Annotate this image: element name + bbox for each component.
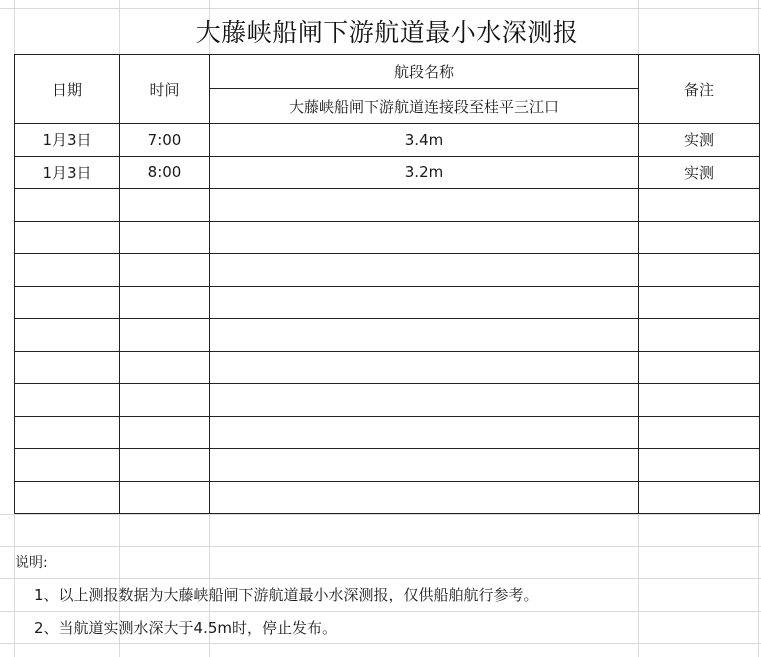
- cell-remark[interactable]: [639, 449, 760, 482]
- cell-remark[interactable]: [639, 286, 760, 319]
- cell-depth[interactable]: [210, 286, 639, 319]
- cell-time[interactable]: [120, 319, 210, 352]
- grid-line: [0, 611, 761, 612]
- header-section-name[interactable]: 航段名称: [210, 55, 639, 89]
- cell-date[interactable]: [15, 449, 120, 482]
- header-section-value[interactable]: 大藤峡船闸下游航道连接段至桂平三江口: [210, 89, 639, 124]
- cell-time[interactable]: [120, 286, 210, 319]
- cell-time[interactable]: [120, 221, 210, 254]
- table-row: [15, 254, 760, 287]
- cell-remark[interactable]: [639, 221, 760, 254]
- cell-date[interactable]: [15, 384, 120, 417]
- table-row: [15, 416, 760, 449]
- cell-remark[interactable]: [639, 254, 760, 287]
- grid-line: [0, 546, 761, 547]
- cell-date[interactable]: [15, 481, 120, 514]
- note-item-2[interactable]: 2、当航道实测水深大于4.5m时，停止发布。: [34, 619, 338, 637]
- cell-time[interactable]: [120, 449, 210, 482]
- table-row: [15, 384, 760, 417]
- grid-line: [0, 578, 761, 579]
- cell-date[interactable]: [15, 254, 120, 287]
- cell-time[interactable]: 8:00: [120, 156, 210, 189]
- cell-depth[interactable]: [210, 481, 639, 514]
- cell-date[interactable]: [15, 416, 120, 449]
- report-title[interactable]: 大藤峡船闸下游航道最小水深测报: [195, 18, 579, 47]
- cell-time[interactable]: [120, 481, 210, 514]
- grid-line: [0, 514, 761, 515]
- header-remark[interactable]: 备注: [639, 55, 760, 124]
- table-row: [15, 189, 760, 222]
- cell-remark[interactable]: [639, 319, 760, 352]
- cell-depth[interactable]: 3.4m: [210, 124, 639, 157]
- cell-remark[interactable]: 实测: [639, 124, 760, 157]
- cell-depth[interactable]: [210, 384, 639, 417]
- grid-line: [0, 643, 761, 644]
- cell-depth[interactable]: [210, 449, 639, 482]
- cell-depth[interactable]: 3.2m: [210, 156, 639, 189]
- cell-time[interactable]: [120, 189, 210, 222]
- cell-date[interactable]: 1月3日: [15, 124, 120, 157]
- cell-remark[interactable]: [639, 189, 760, 222]
- table-row: [15, 286, 760, 319]
- cell-depth[interactable]: [210, 221, 639, 254]
- table-row: [15, 124, 760, 157]
- table-row: [15, 221, 760, 254]
- notes-label[interactable]: 说明:: [15, 555, 48, 571]
- cell-time[interactable]: [120, 254, 210, 287]
- cell-depth[interactable]: [210, 416, 639, 449]
- table-row: [15, 481, 760, 514]
- cell-remark[interactable]: [639, 481, 760, 514]
- cell-remark[interactable]: [639, 384, 760, 417]
- cell-time[interactable]: [120, 384, 210, 417]
- table-row: [15, 319, 760, 352]
- table-row: [15, 351, 760, 384]
- cell-depth[interactable]: [210, 319, 639, 352]
- table-row: [15, 449, 760, 482]
- cell-time[interactable]: [120, 416, 210, 449]
- cell-date[interactable]: [15, 351, 120, 384]
- cell-date[interactable]: [15, 286, 120, 319]
- cell-depth[interactable]: [210, 351, 639, 384]
- cell-date[interactable]: [15, 189, 120, 222]
- cell-date[interactable]: 1月3日: [15, 156, 120, 189]
- cell-date[interactable]: [15, 221, 120, 254]
- cell-remark[interactable]: [639, 416, 760, 449]
- cell-time[interactable]: 7:00: [120, 124, 210, 157]
- table-row: [15, 156, 760, 189]
- water-depth-table: [14, 54, 760, 514]
- header-time[interactable]: 时间: [120, 55, 210, 124]
- note-item-1[interactable]: 1、以上测报数据为大藤峡船闸下游航道最小水深测报，仅供船舶航行参考。: [34, 586, 539, 604]
- cell-time[interactable]: [120, 351, 210, 384]
- cell-depth[interactable]: [210, 189, 639, 222]
- cell-depth[interactable]: [210, 254, 639, 287]
- cell-date[interactable]: [15, 319, 120, 352]
- cell-remark[interactable]: [639, 351, 760, 384]
- cell-remark[interactable]: 实测: [639, 156, 760, 189]
- header-date[interactable]: 日期: [15, 55, 120, 124]
